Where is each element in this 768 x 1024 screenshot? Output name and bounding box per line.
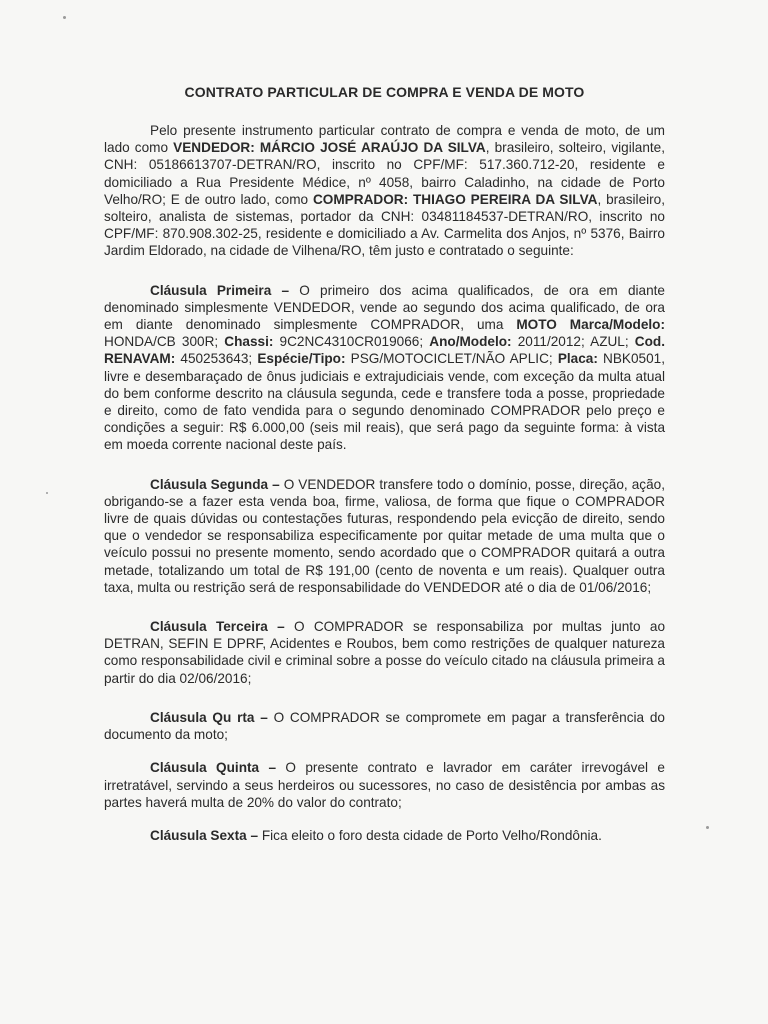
intro-text-1: Pelo presente instrumento particular contrato de compra e venda de moto, de um lado como xyxy=(104,123,665,156)
clause-second-text: O VENDEDOR transfere todo o domínio, posse, direção, ação, obrigando-se a fazer esta venda boa, firme, valiosa, de forma que fique o COMPRADOR livre de quais dúvidas ou contestações futuras, respondendo pela evicção de direito, sendo que o vendedor se responsabiliza especificamente por quitar metade de uma multa que o veículo possui no presente momento, sendo acordado que o COMPRADOR quitará a outra metade, totalizando um total de R$ 191,00 (cento de noventa e um reais). Qualquer outra taxa, multa ou restrição será de responsabilidade do VENDEDOR até o dia de 01/06/2016; xyxy=(104,476,665,595)
scan-speck xyxy=(63,16,66,19)
clause-second-heading: Cláusula Segunda – xyxy=(150,476,280,492)
clause-fourth xyxy=(104,709,665,743)
renavam-value: 450253643; xyxy=(175,351,258,367)
clause-first-text-1: O primeiro dos acima qualificados, de ora em diante denominado simplesmente VENDEDOR, vende ao segundo dos acima qualificado, de ora em diante denominado simplesmente COMPRADOR, uma xyxy=(104,282,665,333)
clause-sixth xyxy=(104,827,665,844)
document-title: CONTRATO PARTICULAR DE COMPRA E VENDA DE MOTO xyxy=(184,84,585,100)
clause-third xyxy=(104,618,665,687)
clause-third-heading: Cláusula Terceira – xyxy=(150,619,285,635)
intro-paragraph xyxy=(104,122,665,260)
ano-modelo-label: Ano/Modelo: xyxy=(429,334,512,350)
clause-third-text: O COMPRADOR se responsabiliza por multas junto ao DETRAN, SEFIN E DPRF, Acidentes e Roubos, bem como restrições de qualquer natureza como responsabilidade civil e criminal sobre a posse do veículo citado na cláusula primeira a partir do dia 02/06/2016; xyxy=(104,619,666,686)
buyer-label: COMPRADOR: THIAGO PEREIRA DA SILVA xyxy=(312,191,598,207)
especie-tipo-value: PSG/MOTOCICLET/NÃO APLIC; xyxy=(345,351,558,367)
scan-speck xyxy=(46,492,48,494)
especie-tipo-label: Espécie/Tipo: xyxy=(257,351,346,367)
clause-sixth-heading: Cláusula Sexta – xyxy=(150,827,259,843)
moto-label: MOTO Marca/Modelo: xyxy=(516,317,665,333)
clause-first-text-2: NBK0501, livre e desembaraçado de ônus judiciais e extrajudiciais vende, com exceção da multa atual do bem conforme descrito na cláusula segunda, cede e transfere toda a posse, propriedade e direito, como de fato vendida para o segundo denominado COMPRADOR pelo preço e condições a seguir: R$ 6.000,00 (seis mil reais), que será pago da seguinte forma: à vista em moeda corrente nacional deste país. xyxy=(104,351,666,453)
renavam-label: Cod. RENAVAM: xyxy=(104,334,665,367)
clause-fourth-text: O COMPRADOR se compromete em pagar a transferência do documento da moto; xyxy=(104,709,665,743)
placa-label: Placa: xyxy=(557,351,598,367)
clause-sixth-text: Fica eleito o foro desta cidade de Porto Velho/Rondônia. xyxy=(258,827,602,843)
chassi-label: Chassi: xyxy=(224,334,274,350)
clause-fifth xyxy=(104,759,665,811)
scan-speck xyxy=(706,826,709,829)
clause-second xyxy=(104,476,665,596)
clause-first-heading: Cláusula Primeira – xyxy=(150,282,290,298)
ano-modelo-value: 2011/2012; AZUL; xyxy=(511,334,635,350)
clause-fourth-heading: Cláusula Qu rta – xyxy=(150,709,268,725)
chassi-value: 9C2NC4310CR019066; xyxy=(273,334,430,350)
intro-text-2: , brasileiro, solteiro, vigilante, CNH: 05186613707-DETRAN/RO, inscrito no CPF/MF: 517.360.712-20, residente e domiciliado a Rua Presidente Médice, nº 4058, bairro Caladinho, na cidade de Porto Velho/RO; E de outro lado, como xyxy=(104,140,665,207)
clause-first xyxy=(104,282,665,454)
moto-value: HONDA/CB 300R; xyxy=(104,334,225,350)
seller-label: VENDEDOR: MÁRCIO JOSÉ ARAÚJO DA SILVA xyxy=(173,140,486,156)
clause-fifth-text: O presente contrato e lavrador em caráter irrevogável e irretratável, servindo a seus herdeiros ou sucessores, no caso de desistência por ambas as partes haverá multa de 20% do valor do contrato; xyxy=(104,760,665,810)
intro-text-3: , brasileiro, solteiro, analista de sistemas, portador da CNH: 03481184537-DETRAN/RO, inscrito no CPF/MF: 870.908.302-25, residente e domiciliado a Av. Carmelita dos Anjos, nº 5376, Bairro Jardim Eldorado, na cidade de Vilhena/RO, têm justo e contratado o seguinte: xyxy=(104,191,666,259)
clause-fifth-heading: Cláusula Quinta – xyxy=(150,760,277,776)
